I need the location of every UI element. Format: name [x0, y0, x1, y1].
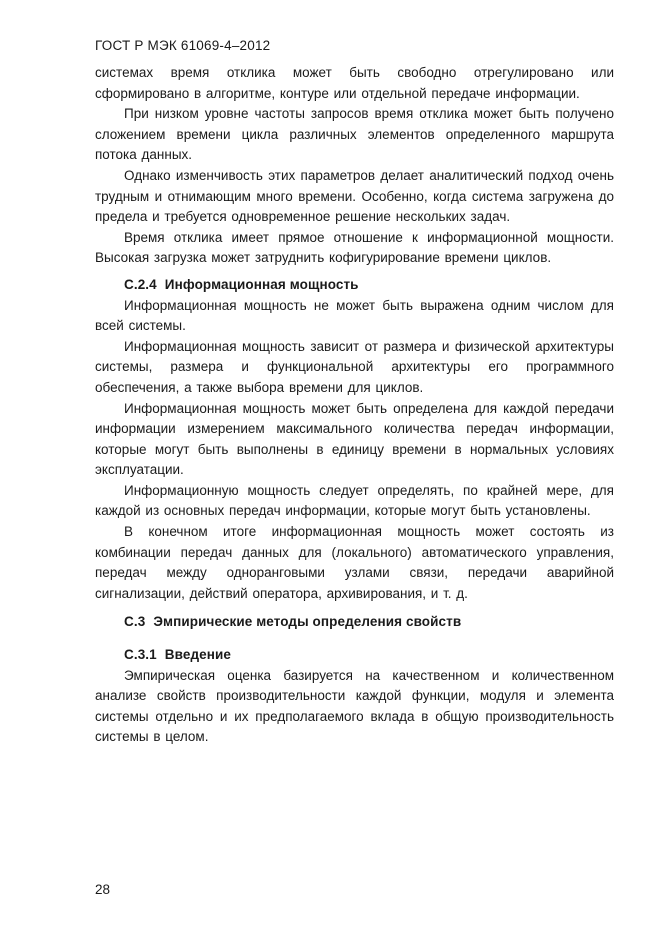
page-number: 28 [95, 882, 111, 897]
paragraph-variability: Однако изменчивость этих параметров делает аналитический подход очень трудным и отнимающим много времени. Особенно, когда система загружена до предела и требуется одновременное решение нескольких задач. [95, 167, 614, 225]
section-heading-c24 [95, 275, 614, 296]
paragraph-info-capacity-single-number: Информационная мощность не может быть выражена одним числом для всей системы. [95, 297, 614, 334]
section-heading-c3 [95, 612, 614, 633]
section-title: Эмпирические методы определения свойств [153, 614, 462, 630]
section-number: С.2.4 [124, 276, 157, 292]
section-title: Введение [164, 647, 231, 663]
paragraph-response-time-adjust: системах время отклика может быть свободно отрегулировано или сформировано в алгоритме, контуре или отдельной передаче информации. [95, 65, 614, 101]
document-body [95, 63, 614, 748]
section-heading-c31 [95, 645, 614, 666]
paragraph-empirical-evaluation: Эмпирическая оценка базируется на качественном и количественном анализе свойств производительности каждой функции, модуля и элемента системы отдельно и их предполагаемого вклада в общую производительность системы в целом. [95, 667, 614, 745]
paragraph-info-capacity-determine: Информационную мощность следует определять, по крайней мере, для каждой из основных передач информации, которые могут быть установлены. [95, 482, 614, 519]
section-title: Информационная мощность [164, 276, 359, 292]
standard-header: ГОСТ Р МЭК 61069-4–2012 [95, 38, 271, 53]
paragraph-response-time-relation: Время отклика имеет прямое отношение к информационной мощности. Высокая загрузка может затруднить кофигурирование времени циклов. [95, 229, 614, 266]
paragraph-info-capacity-depends: Информационная мощность зависит от размера и физической архитектуры системы, размера и функциональной архитектуры его программного обеспечения, а также выбора времени для циклов. [95, 338, 614, 395]
section-number: С.3 [124, 614, 146, 630]
paragraph-low-request-rate: При низком уровне частоты запросов время отклика может быть получено сложением времени цикла различных элементов определенного маршрута потока данных. [95, 106, 614, 163]
section-number: С.3.1 [124, 647, 157, 663]
paragraph-info-capacity-defined: Информационная мощность может быть определена для каждой передачи информации измерением максимального количества передач информации, которые могут быть выполнены в единицу времени в нормальных условиях эксплуатации. [95, 400, 614, 478]
paragraph-info-capacity-combination: В конечном итоге информационная мощность может состоять из комбинации передач данных для (локального) автоматического управления, передач между одноранговыми узлами связи, передачи аварийной сигнализации, действий оператора, архивирования, и т. д. [95, 524, 614, 601]
